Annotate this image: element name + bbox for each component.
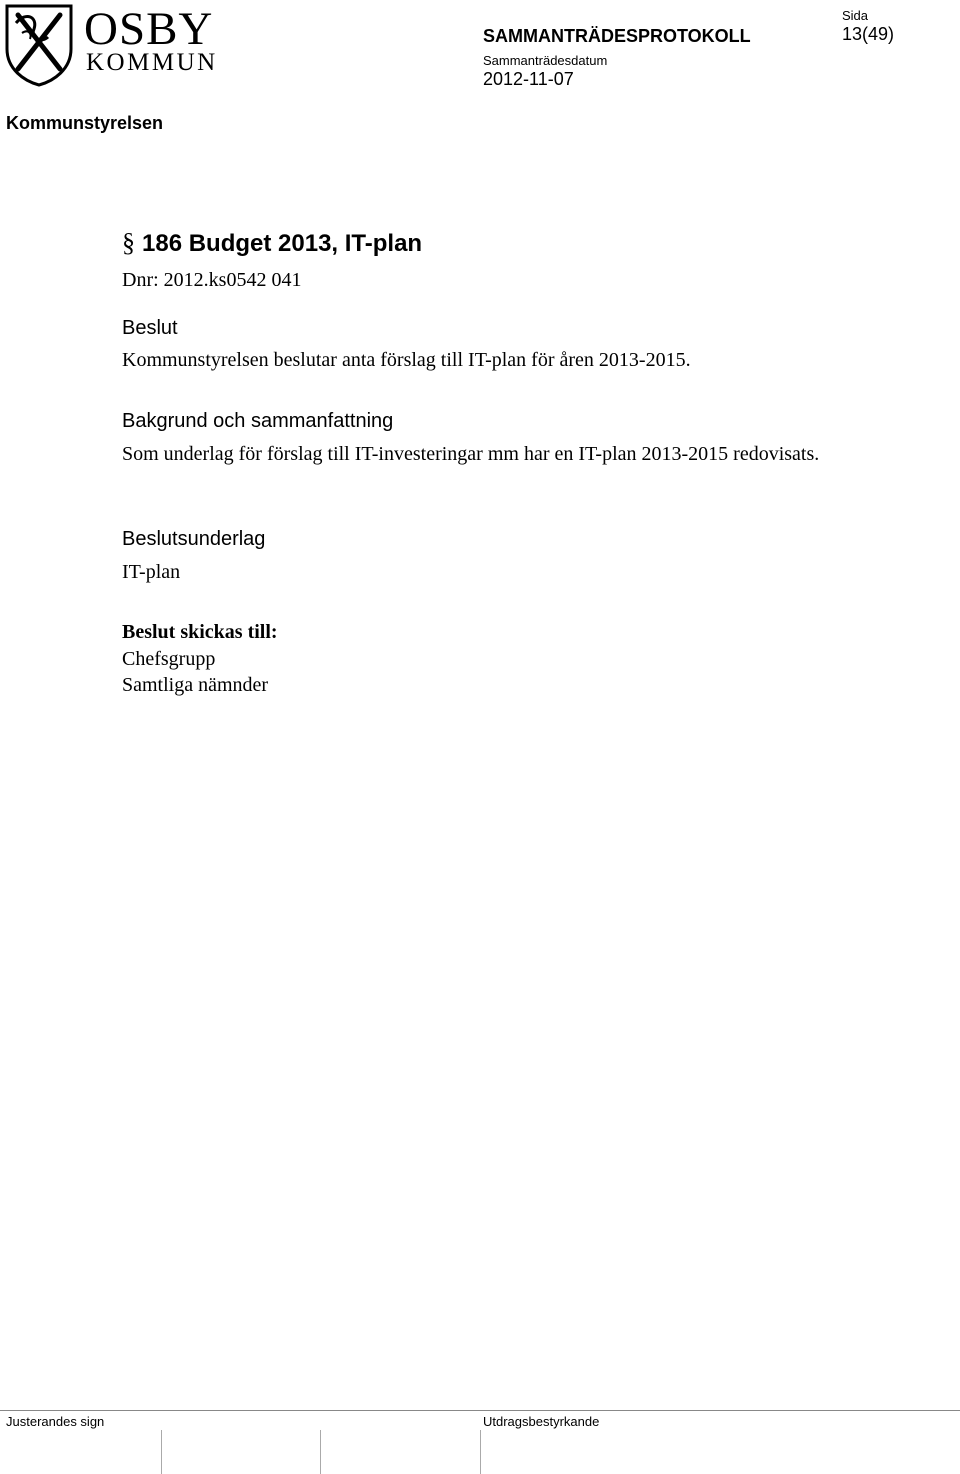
recipient-item: Samtliga nämnder: [122, 674, 269, 696]
basis-text: IT-plan: [122, 561, 181, 583]
extract-certification-label: Utdragsbestyrkande: [483, 1414, 600, 1429]
decision-heading: Beslut: [122, 317, 178, 339]
section-title-text: 186 Budget 2013, IT-plan: [142, 230, 423, 257]
signature-box-divider: [480, 1430, 481, 1474]
footer-divider: [0, 1410, 960, 1411]
recipient-item: Chefsgrupp: [122, 648, 216, 670]
reference-number: Dnr: 2012.ks0542 041: [122, 269, 302, 291]
background-text: Som underlag för förslag till IT-investeringar mm har en IT-plan 2013-2015 redovisats.: [122, 443, 820, 465]
meeting-date-label: Sammanträdesdatum: [483, 53, 608, 68]
signature-box-divider: [320, 1430, 321, 1474]
paragraph-symbol: §: [122, 228, 135, 257]
logo-name: OSBY: [84, 3, 214, 55]
section-title: [122, 228, 422, 258]
committee-name: Kommunstyrelsen: [6, 113, 164, 133]
signature-box-divider: [161, 1430, 162, 1474]
logo-subtitle: KOMMUN: [86, 49, 218, 76]
document-type: SAMMANTRÄDESPROTOKOLL: [483, 26, 751, 46]
decision-text: Kommunstyrelsen beslutar anta förslag till IT-plan för åren 2013-2015.: [122, 349, 691, 371]
osby-crest-icon: [4, 3, 74, 87]
meeting-date-value: 2012-11-07: [483, 69, 574, 89]
page-label: Sida: [842, 8, 869, 23]
sent-to-heading: Beslut skickas till:: [122, 621, 278, 643]
background-heading: Bakgrund och sammanfattning: [122, 410, 394, 432]
page-number: 13(49): [842, 24, 895, 44]
basis-heading: Beslutsunderlag: [122, 528, 266, 550]
adjuster-signature-label: Justerandes sign: [6, 1414, 105, 1429]
recipient-list: [122, 646, 268, 698]
